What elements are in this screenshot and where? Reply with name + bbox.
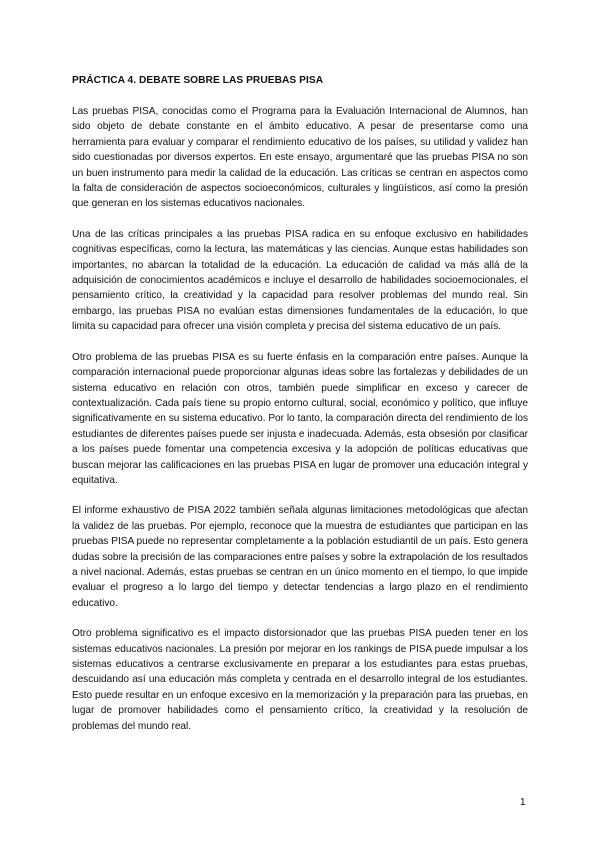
document-page bbox=[72, 74, 528, 749]
paragraph-methodology: El informe exhaustivo de PISA 2022 también señala algunas limitaciones metodológicas que afectan la validez de las pruebas. Por ejemplo, reconoce que la muestra de estudiantes que participan en las pruebas PISA puede no representar completamente a la población estudiantil de un país. Esto genera dudas sobre la precisión de las comparaciones entre países y sobre la extrapolación de los resultados a nivel nacional. Además, estas pruebas se centran en un único momento en el tiempo, lo que impide evaluar el progreso a lo largo del tiempo y detectar tendencias a largo plazo en el rendimiento educativo. bbox=[72, 505, 528, 609]
paragraph-country-comparison: Otro problema de las pruebas PISA es su fuerte énfasis en la comparación entre países. Aunque la comparación internacional puede proporcionar algunas ideas sobre las fortalezas y debilidades de un sistema educativo en relación con otros, también puede simplificar en exceso y carecer de contextualización. Cada país tiene su propio entorno cultural, social, económico y político, que influye significativamente en su sistema educativo. Por lo tanto, la comparación directa del rendimiento de los estudiantes de diferentes países puede ser injusta e inadecuada. Además, esta obsesión por clasificar a los países puede fomentar una competencia excesiva y la adopción de políticas educativas que buscan mejorar las calificaciones en las pruebas PISA en lugar de promover una educación integral y equitativa. bbox=[72, 351, 528, 486]
document-title: PRÁCTICA 4. DEBATE SOBRE LAS PRUEBAS PISA bbox=[72, 75, 324, 86]
paragraph-distorting-impact: Otro problema significativo es el impacto distorsionador que las pruebas PISA pueden tener en los sistemas educativos nacionales. La presión por mejorar en los rankings de PISA puede impulsar a los sistemas educativos a centrarse exclusivamente en preparar a los estudiantes para estas pruebas, descuidando así una educación más completa y centrada en el desarrollo integral de los estudiantes. Esto puede resultar en un enfoque excesivo en la memorización y la preparación para las pruebas, en lugar de promover habilidades como el pensamiento crítico, la creatividad y la resolución de problemas del mundo real. bbox=[72, 628, 528, 732]
page-number: 1 bbox=[520, 797, 526, 808]
paragraph-cognitive-skills: Una de las críticas principales a las pruebas PISA radica en su enfoque exclusivo en habilidades cognitivas específicas, como la lectura, las matemáticas y las ciencias. Aunque estas habilidades son importantes, no abarcan la totalidad de la educación. La educación de calidad va más allá de la adquisición de conocimientos académicos e incluye el desarrollo de habilidades socioemocionales, el pensamiento crítico, la creatividad y la capacidad para resolver problemas del mundo real. Sin embargo, las pruebas PISA no evalúan estas dimensiones fundamentales de la educación, lo que limita su capacidad para ofrecer una visión completa y precisa del sistema educativo de un país. bbox=[72, 228, 528, 333]
paragraph-introduction: Las pruebas PISA, conocidas como el Programa para la Evaluación Internacional de Alumnos, han sido objeto de debate constante en el ámbito educativo. A pesar de presentarse como una herramienta para evaluar y comparar el rendimiento educativo de los países, su utilidad y validez han sido cuestionadas por diversos expertos. En este ensayo, argumentaré que las pruebas PISA no son un buen instrumento para medir la calidad de la educación. Las críticas se centran en aspectos como la falta de consideración de aspectos socioeconómicos, culturales y lingüísticos, así como la presión que generan en los sistemas educativos nacionales. bbox=[72, 106, 528, 210]
